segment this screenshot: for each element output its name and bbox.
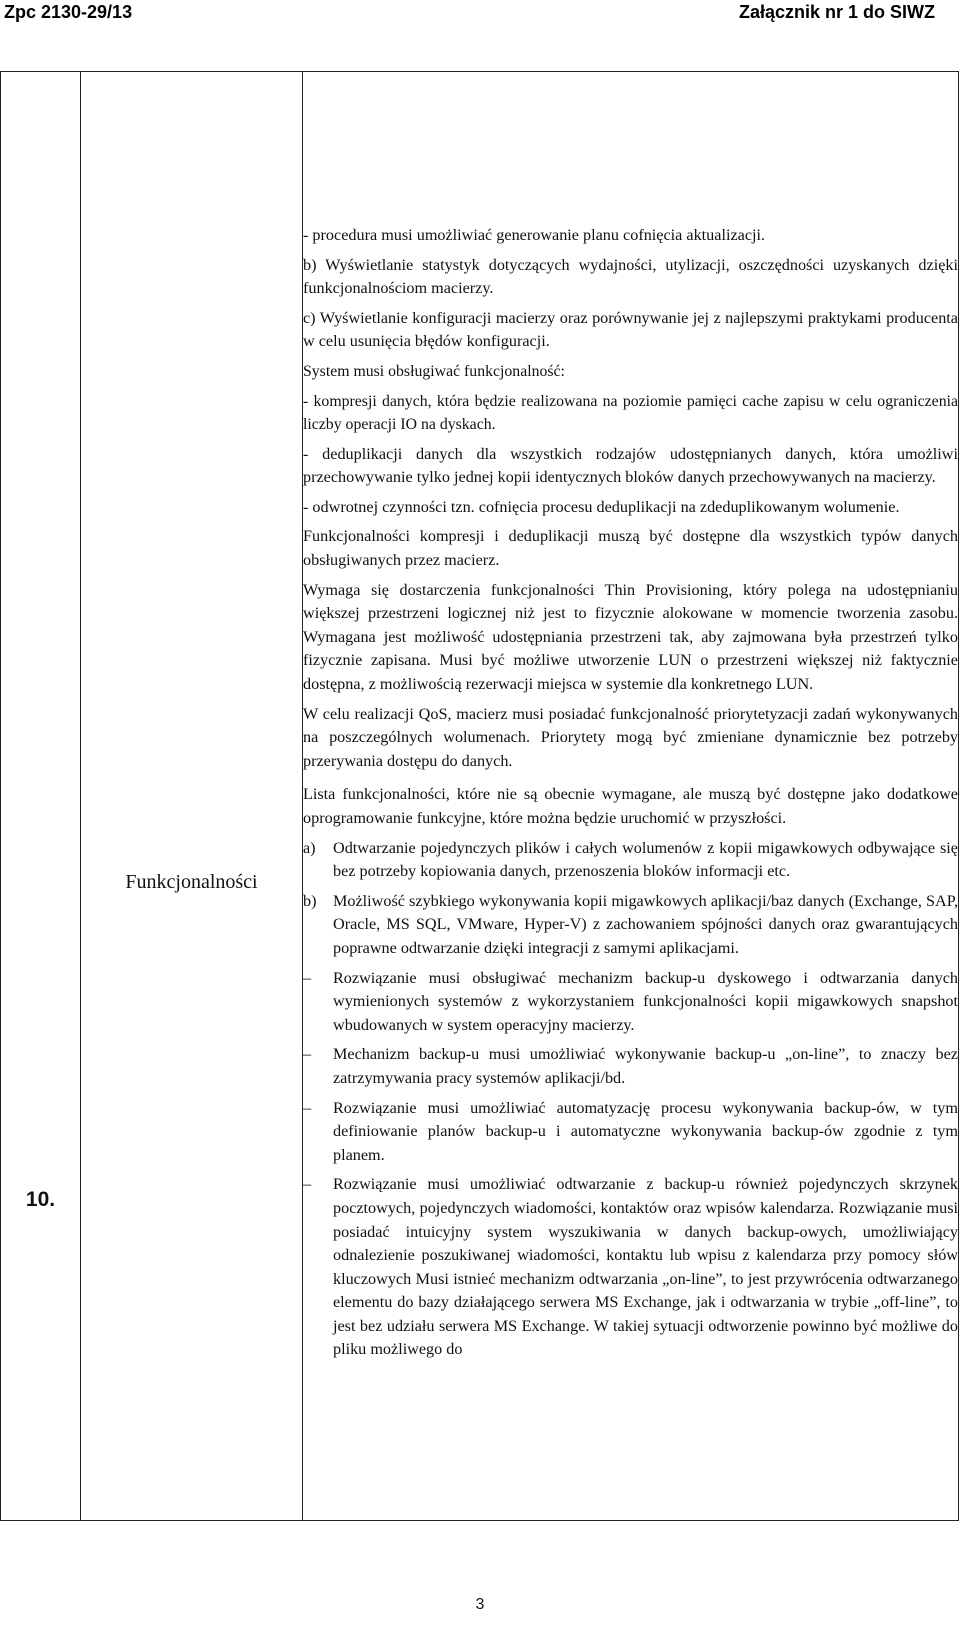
dash-marker: – bbox=[303, 1175, 312, 1194]
paragraph: System musi obsługiwać funkcjonalność: bbox=[303, 362, 565, 380]
paragraph: - odwrotnej czynności tzn. cofnięcia procesu deduplikacji na zdeduplikowanym wolumenie. bbox=[303, 497, 900, 516]
list-item bbox=[303, 890, 958, 961]
paragraph: Wymaga się dostarczenia funkcjonalności Thin Provisioning, który polega na udostępnianiu większej przestrzeni logicznej niż jest to fizycznie alokowane w momencie tworzenia zasobu. Wymagana jest możliwość udostępniania przestrzeni tak, aby zajmowana była przestrzeń tylko fizycznie zapisana. Musi być możliwe utworzenie LUN o przestrzeni większej niż faktycznie dostępna, z możliwością rezerwacji miejsca w systemie dla konkretnego LUN. bbox=[303, 580, 958, 694]
dash-list-item bbox=[303, 1173, 958, 1362]
row-number: 10. bbox=[25, 1188, 56, 1211]
list-item-text: Rozwiązanie musi umożliwiać automatyzację procesu wykonywania backup-ów, w tym definiowanie planów backup-u i automatyczne wykonywania backup-ów zgodnie z tym planem. bbox=[333, 1098, 958, 1164]
dash-list-item bbox=[303, 1097, 958, 1168]
list-marker: a) bbox=[303, 838, 316, 857]
row-name: Funkcjonalności bbox=[125, 871, 258, 893]
list-item-text: Mechanizm backup-u musi umożliwiać wykonywanie backup-u „on-line”, to znaczy bez zatrzymywania pracy systemów aplikacji/bd. bbox=[333, 1045, 958, 1087]
row-description-cell bbox=[303, 72, 959, 1521]
paragraph: - deduplikacji danych dla wszystkich rodzajów udostępnianych danych, która umożliwi przechowywanie tylko jednej kopii identycznych bloków danych przechowywanych na macierzy. bbox=[303, 444, 958, 487]
list-item-text: Odtwarzanie pojedynczych plików i całych wolumenów z kopii migawkowych odbywające się bez potrzeby kopiowania danych, przenoszenia bloków informacji etc. bbox=[333, 838, 958, 881]
dash-marker: – bbox=[303, 968, 312, 987]
dash-list-item bbox=[303, 1043, 958, 1090]
list-marker: b) bbox=[303, 891, 317, 910]
list-item bbox=[303, 837, 958, 884]
dash-marker: – bbox=[303, 1098, 312, 1117]
dash-list-item bbox=[303, 967, 958, 1038]
table-row bbox=[1, 72, 959, 1521]
paragraph: Funkcjonalności kompresji i deduplikacji muszą być dostępne dla wszystkich typów danych obsługiwanych przez macierz. bbox=[303, 527, 958, 570]
row-number-cell bbox=[1, 72, 81, 1521]
paragraph: Lista funkcjonalności, które nie są obecnie wymagane, ale muszą być dostępne jako dodatkowe oprogramowanie funkcyjne, które można będzie uruchomić w przyszłości. bbox=[303, 785, 958, 827]
row-name-cell bbox=[81, 72, 303, 1521]
document-reference: Zpc 2130-29/13 bbox=[4, 2, 133, 22]
list-item-text: Rozwiązanie musi obsługiwać mechanizm backup-u dyskowego i odtwarzania danych wymienionych systemów z wykorzystaniem funkcjonalności kopii migawkowych snapshot wbudowanych w system operacyjny macierzy. bbox=[333, 968, 958, 1034]
paragraph: W celu realizacji QoS, macierz musi posiadać funkcjonalność priorytetyzacji zadań wykonywanych na poszczególnych wolumenach. Priorytety mogą być zmieniane dynamicznie bez potrzeby przerywania dostępu do danych. bbox=[303, 704, 958, 770]
list-item-text: Możliwość szybkiego wykonywania kopii migawkowych aplikacji/baz danych (Exchange, SAP, Oracle, MS SQL, VMware, Hyper-V) z zachowaniem spójności danych oraz gwarantujących poprawne odtwarzanie dzięki integracji z samymi aplikacjami. bbox=[333, 891, 958, 957]
attachment-label: Załącznik nr 1 do SIWZ bbox=[738, 2, 935, 22]
dash-marker: – bbox=[303, 1045, 312, 1064]
list-item-text: Rozwiązanie musi umożliwiać odtwarzanie z backup-u również pojedynczych skrzynek pocztowych, pojedynczych wiadomości, kontaktów oraz wpisów kalendarza. Rozwiązanie musi posiadać intuicyjny system wyszukiwania w danych backup-owych, umożliwiający odnalezienie poszukiwanej wiadomości, kontaktu lub wpisu z kalendarza przy pomocy słów kluczowych Musi istnieć mechanizm odtwarzania „on-line”, to jest przywrócenia odtwarzanego elementu do bazy działającego serwera MS Exchange, jak i odtwarzania w trybie „off-line”, to jest bez udziału serwera MS Exchange. W takiej sytuacji odtworzenie powinno być możliwe do pliku możliwego do bbox=[333, 1175, 958, 1359]
paragraph: b) Wyświetlanie statystyk dotyczących wydajności, utylizacji, oszczędności uzyskanych dzięki funkcjonalnościom macierzy. bbox=[303, 255, 958, 298]
paragraph: - procedura musi umożliwiać generowanie planu cofnięcia aktualizacji. bbox=[303, 225, 766, 244]
paragraph: - kompresji danych, która będzie realizowana na poziomie pamięci cache zapisu w celu ograniczenia liczby operacji IO na dyskach. bbox=[303, 392, 958, 434]
paragraph: c) Wyświetlanie konfiguracji macierzy oraz porównywanie jej z najlepszymi praktykami producenta w celu usunięcia błędów konfiguracji. bbox=[303, 308, 958, 351]
page-number: 3 bbox=[475, 1596, 485, 1613]
specification-table bbox=[0, 71, 959, 1521]
